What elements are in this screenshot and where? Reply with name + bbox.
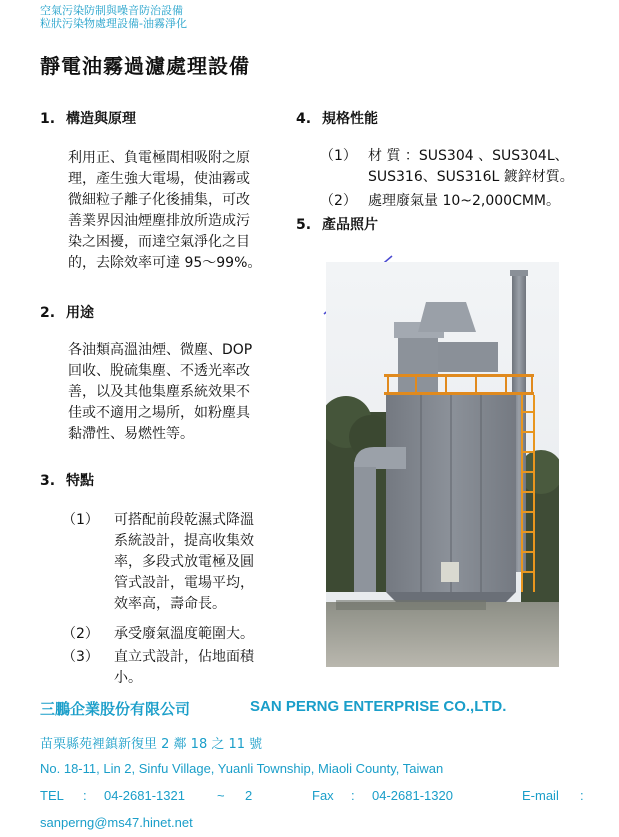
tel-label: TEL xyxy=(40,788,64,803)
section-title: 特點 xyxy=(66,473,94,489)
text-line: 回收、脫硫集塵、不透光率改 xyxy=(68,363,250,379)
text-line: 可搭配前段乾濕式降溫 xyxy=(114,512,254,528)
feature-item-1 xyxy=(62,510,302,615)
section-3-heading xyxy=(40,470,94,490)
section-1-body xyxy=(68,148,298,274)
tel-tilde: ~ xyxy=(217,788,225,803)
contact-row xyxy=(0,788,619,806)
section-title: 用途 xyxy=(66,305,94,321)
section-2-heading xyxy=(40,302,94,322)
section-title: 規格性能 xyxy=(322,111,378,127)
text-line: SUS316、SUS316L 鍍鋅材質。 xyxy=(368,169,574,185)
email-address[interactable]: sanperng@ms47.hinet.net xyxy=(40,815,193,830)
text-line: 染之困擾，而達空氣淨化之目 xyxy=(68,234,250,250)
tel-extension: 2 xyxy=(245,788,253,803)
item-number: （1） xyxy=(62,512,99,528)
fax-label: Fax xyxy=(312,788,334,803)
spec-item-1 xyxy=(320,146,615,188)
section-title: 產品照片 xyxy=(322,217,378,233)
text-line: 處理廢氣量 10~2,000CMM。 xyxy=(368,193,561,209)
text-line: 承受廢氣溫度範圍大。 xyxy=(114,626,254,642)
text-line: 系統設計，提高收集效 xyxy=(114,533,254,549)
item-number: （1） xyxy=(320,148,357,164)
item-number: （3） xyxy=(62,649,99,665)
section-number: 5. xyxy=(296,217,312,233)
spec-item-2 xyxy=(320,191,615,212)
address-en: No. 18-11, Lin 2, Sinfu Village, Yuanli Township, Miaoli County, Taiwan xyxy=(40,761,444,776)
text-line: 材 質 ：SUS304 、SUS304L、 xyxy=(368,148,569,164)
text-line: 善業界因油煙塵排放所造成污 xyxy=(68,213,250,229)
text-line: 微細粒子離子化後捕集，可改 xyxy=(68,192,250,208)
text-line: 管式設計，電場平均， xyxy=(114,575,254,591)
text-line: 佳或不適用之場所，如粉塵具 xyxy=(68,405,250,421)
text-line: 黏滯性、易燃性等。 xyxy=(68,426,194,442)
fax-number: 04-2681-1320 xyxy=(372,788,453,803)
feature-item-2 xyxy=(62,624,302,645)
item-number: （2） xyxy=(320,193,357,209)
feature-item-3 xyxy=(62,647,302,689)
text-line: 善，以及其他集塵系統效果不 xyxy=(68,384,250,400)
email-label: E-mail xyxy=(522,788,559,803)
category-line-1: 空氣污染防制與噪音防治設備 xyxy=(40,4,183,17)
section-1-heading xyxy=(40,108,136,128)
section-4-heading xyxy=(296,108,378,128)
product-photo xyxy=(326,262,559,667)
text-line: 小。 xyxy=(114,670,142,686)
tel-number[interactable]: 04-2681-1321 xyxy=(104,788,185,803)
section-2-body xyxy=(68,340,298,445)
company-name-zh: 三鵬企業股份有限公司 xyxy=(40,700,191,718)
section-number: 3. xyxy=(40,473,56,489)
text-line: 理，產生強大電場，使油霧或 xyxy=(68,171,250,187)
company-name-en: SAN PERNG ENTERPRISE CO.,LTD. xyxy=(250,698,507,715)
fax-colon: : xyxy=(351,788,355,803)
email-colon: : xyxy=(580,788,584,803)
tel-colon: : xyxy=(83,788,87,803)
category-line-2: 粒狀污染物處理設備-油霧淨化 xyxy=(40,17,187,30)
text-line: 的，去除效率可達 95～99%。 xyxy=(68,255,262,271)
section-5-heading xyxy=(296,214,378,234)
section-title: 構造與原理 xyxy=(66,111,136,127)
address-zh: 苗栗縣苑裡鎮新復里 2 鄰 18 之 11 號 xyxy=(40,737,263,752)
page-title: 靜電油霧過濾處理設備 xyxy=(40,54,250,78)
text-line: 利用正、負電極間相吸附之原 xyxy=(68,150,250,166)
section-number: 1. xyxy=(40,111,56,127)
text-line: 效率高，壽命長。 xyxy=(114,596,226,612)
text-line: 直立式設計，佔地面積 xyxy=(114,649,254,665)
text-line: 率，多段式放電極及圓 xyxy=(114,554,254,570)
section-number: 4. xyxy=(296,111,312,127)
section-number: 2. xyxy=(40,305,56,321)
item-number: （2） xyxy=(62,626,99,642)
text-line: 各油類高溫油煙、微塵、DOP xyxy=(68,342,253,358)
